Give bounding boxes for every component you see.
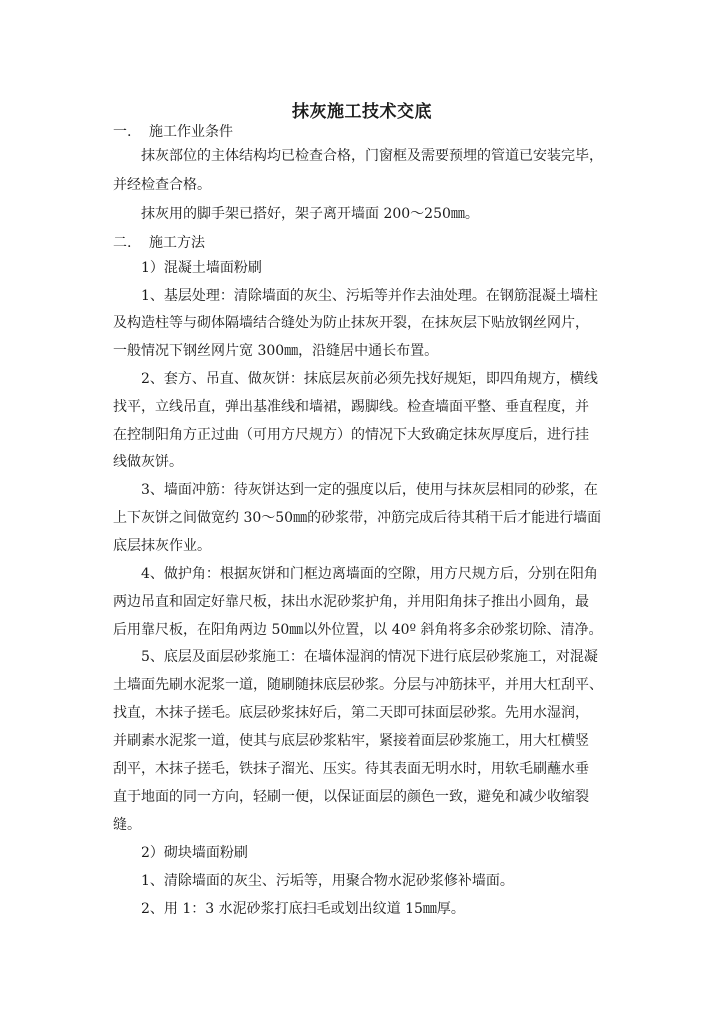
paragraph-line: 土墙面先刷水泥浆一道，随刷随抹底层砂浆。分层与冲筋抹平，并用大杠刮平、 <box>113 677 603 693</box>
paragraph-line: 并经检查合格。 <box>113 177 211 193</box>
paragraph-line: 找直，木抹子搓毛。底层砂浆抹好后，第二天即可抹面层砂浆。先用水湿润， <box>113 705 589 721</box>
document-title: 抹灰施工技术交底 <box>292 102 432 122</box>
paragraph-line: 后用靠尺板，在阳角两边 50㎜以外位置，以 40º 斜角将多余砂浆切除、清净。 <box>113 622 603 638</box>
paragraph-line: 2、用 1：3 水泥砂浆打底扫毛或划出纹道 15㎜厚。 <box>141 901 465 917</box>
paragraph-line: 及构造柱等与砌体隔墙结合缝处为防止抹灰开裂，在抹灰层下贴放钢丝网片， <box>113 315 589 331</box>
subsection-heading: 1）混凝土墙面粉刷 <box>141 260 262 276</box>
paragraph-line: 缝。 <box>113 817 141 833</box>
paragraph-line: 上下灰饼之间做宽约 30～50㎜的砂浆带，冲筋完成后待其稍干后才能进行墙面 <box>113 510 602 526</box>
section1-number: 一. <box>113 124 132 140</box>
paragraph-line: 5、底层及面层砂浆施工：在墙体湿润的情况下进行底层砂浆施工，对混凝 <box>141 649 598 665</box>
paragraph-line: 2、套方、吊直、做灰饼：抹底层灰前必须先找好规矩，即四角规方，横线 <box>141 371 598 387</box>
paragraph-line: 1、基层处理：清除墙面的灰尘、污垢等并作去油处理。在钢筋混凝土墙柱 <box>141 288 598 304</box>
paragraph-line: 4、做护角：根据灰饼和门框边离墙面的空隙，用方尺规方后，分别在阳角 <box>141 566 598 582</box>
paragraph-line: 底层抹灰作业。 <box>113 538 211 554</box>
paragraph-line: 1、清除墙面的灰尘、污垢等，用聚合物水泥砂浆修补墙面。 <box>141 873 514 889</box>
section2-heading: 施工方法 <box>149 235 205 251</box>
paragraph-line: 抹灰用的脚手架已搭好，架子离开墙面 200～250㎜。 <box>141 206 479 222</box>
paragraph-line: 并刷素水泥浆一道，使其与底层砂浆粘牢，紧接着面层砂浆施工，用大杠横竖 <box>113 733 589 749</box>
paragraph-line: 抹灰部位的主体结构均已检查合格，门窗框及需要预埋的管道已安装完毕， <box>141 148 603 164</box>
section2-number: 二. <box>113 235 132 251</box>
paragraph-line: 一般情况下钢丝网片宽 300㎜，沿缝居中通长布置。 <box>113 343 439 359</box>
paragraph-line: 两边吊直和固定好靠尺板，抹出水泥砂浆护角，并用阳角抹子推出小圆角，最 <box>113 594 589 610</box>
paragraph-line: 找平，立线吊直，弹出基准线和墙裙，踢脚线。检查墙面平整、垂直程度，并 <box>113 399 589 415</box>
paragraph-line: 在控制阳角方正过曲（可用方尺规方）的情况下大致确定抹灰厚度后，进行挂 <box>113 427 589 443</box>
paragraph-line: 刮平，木抹子搓毛，铁抹子溜光、压实。待其表面无明水时，用软毛刷蘸水垂 <box>113 761 589 777</box>
subsection-heading: 2）砌块墙面粉刷 <box>141 845 248 861</box>
section1-heading: 施工作业条件 <box>149 124 233 140</box>
paragraph-line: 线做灰饼。 <box>113 454 183 470</box>
paragraph-line: 直于地面的同一方向，轻刷一便，以保证面层的颜色一致，避免和减少收缩裂 <box>113 789 589 805</box>
paragraph-line: 3、墙面冲筋：待灰饼达到一定的强度以后，使用与抹灰层相同的砂浆，在 <box>141 482 598 498</box>
